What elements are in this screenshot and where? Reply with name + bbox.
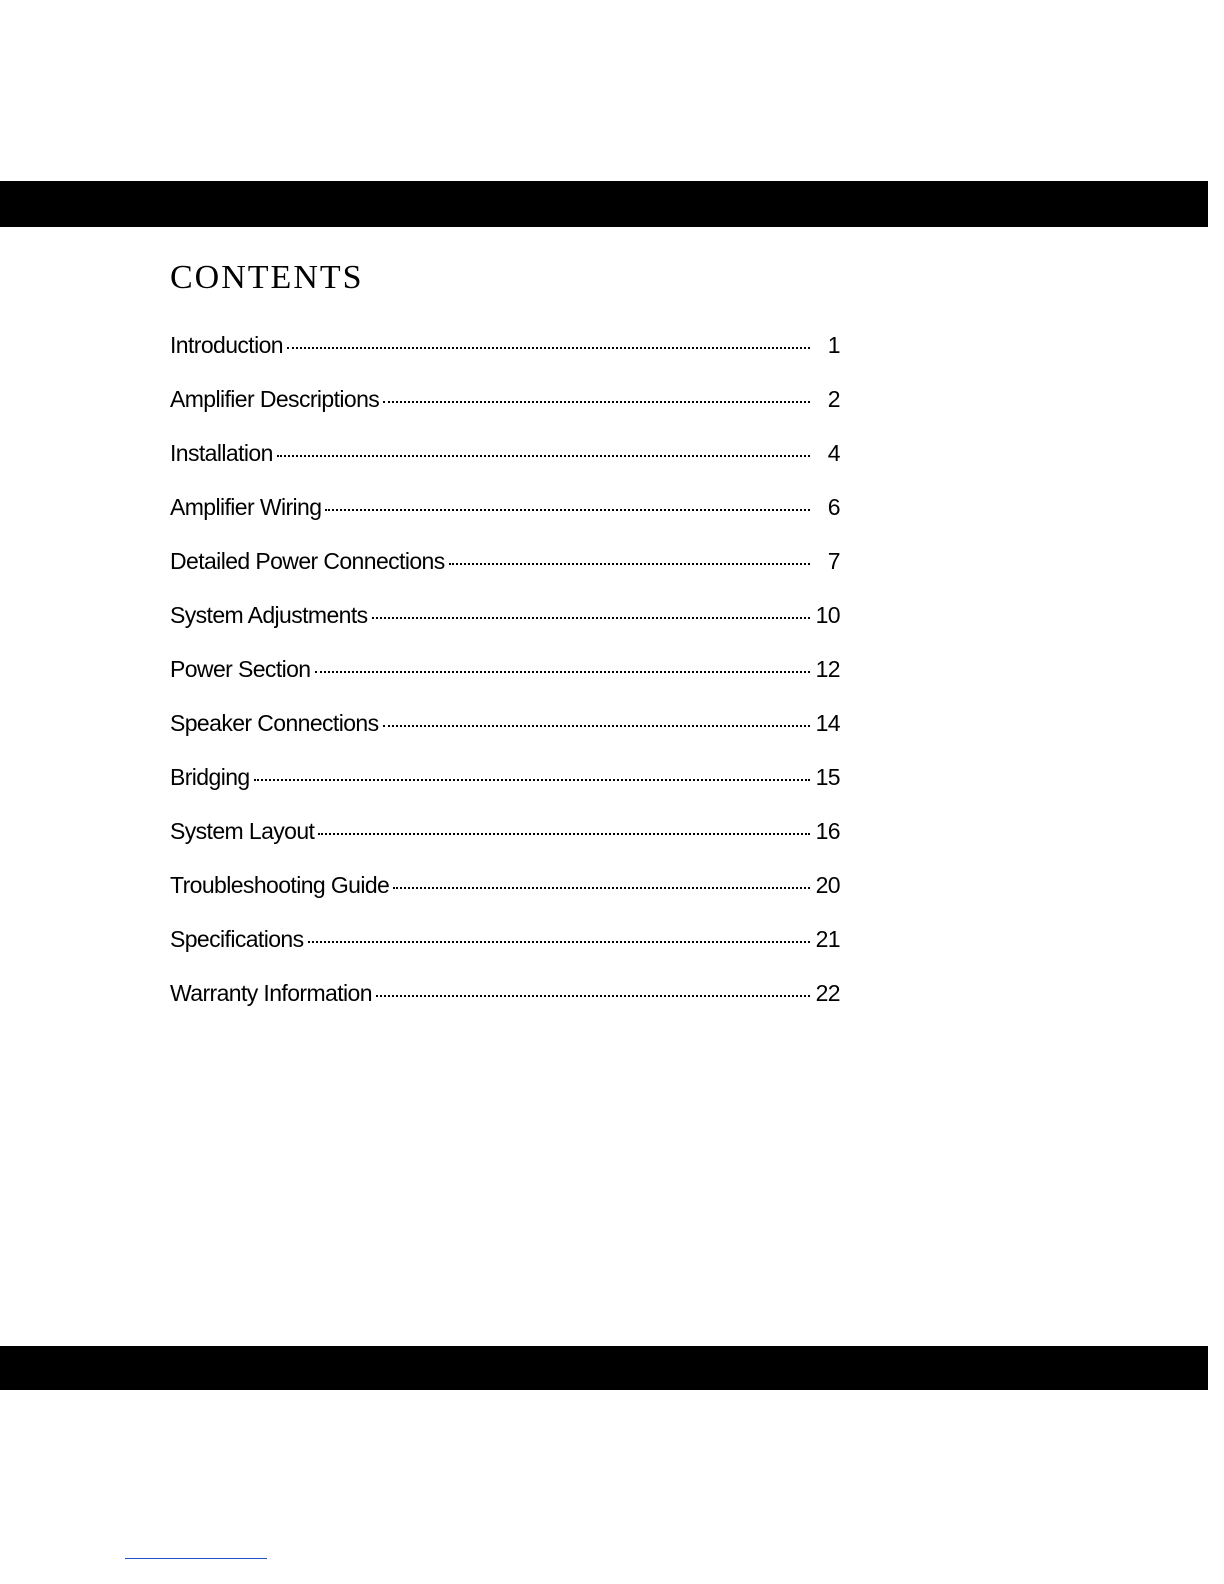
- page-title: CONTENTS: [170, 259, 364, 296]
- toc-entry-specifications[interactable]: [170, 919, 840, 973]
- toc-entry-bridging[interactable]: [170, 757, 840, 811]
- header-bar: [0, 181, 1208, 227]
- dot-leader: [383, 725, 810, 727]
- toc-page-number: 1: [827, 332, 840, 358]
- dot-leader: [287, 347, 810, 349]
- dot-leader: [277, 455, 810, 457]
- toc-page-number: 12: [815, 656, 840, 682]
- toc-entry-amplifier-wiring[interactable]: [170, 487, 840, 541]
- dot-leader: [315, 671, 810, 673]
- footer-rule: [125, 1558, 267, 1559]
- toc-entry-label: Speaker Connections: [170, 710, 379, 736]
- toc-page-number: 20: [815, 872, 840, 898]
- dot-leader: [393, 887, 809, 889]
- toc-page-number: 14: [815, 710, 840, 736]
- dot-leader: [449, 563, 810, 565]
- table-of-contents: [170, 325, 840, 1027]
- dot-leader: [325, 509, 810, 511]
- dot-leader: [383, 401, 810, 403]
- toc-page-number: 22: [815, 980, 840, 1006]
- toc-entry-warranty-information[interactable]: [170, 973, 840, 1027]
- toc-entry-installation[interactable]: [170, 433, 840, 487]
- toc-page-number: 16: [815, 818, 840, 844]
- toc-entry-label: Amplifier Wiring: [170, 494, 322, 520]
- toc-entry-troubleshooting-guide[interactable]: [170, 865, 840, 919]
- toc-entry-power-section[interactable]: [170, 649, 840, 703]
- dot-leader: [376, 995, 810, 997]
- toc-page-number: 21: [815, 926, 840, 952]
- toc-entry-label: Installation: [170, 440, 273, 466]
- toc-entry-label: Power Section: [170, 656, 311, 682]
- dot-leader: [308, 941, 810, 943]
- toc-entry-label: Bridging: [170, 764, 250, 790]
- toc-entry-label: Specifications: [170, 926, 304, 952]
- toc-page-number: 10: [815, 602, 840, 628]
- dot-leader: [372, 617, 810, 619]
- toc-entry-system-layout[interactable]: [170, 811, 840, 865]
- toc-entry-label: System Layout: [170, 818, 315, 844]
- toc-entry-system-adjustments[interactable]: [170, 595, 840, 649]
- dot-leader: [318, 833, 809, 835]
- toc-entry-label: Troubleshooting Guide: [170, 872, 390, 898]
- toc-entry-label: Introduction: [170, 332, 283, 358]
- toc-entry-introduction[interactable]: [170, 325, 840, 379]
- toc-page-number: 15: [815, 764, 840, 790]
- toc-entry-label: Warranty Information: [170, 980, 372, 1006]
- toc-page-number: 7: [827, 548, 840, 574]
- toc-entry-amplifier-descriptions[interactable]: [170, 379, 840, 433]
- footer-bar: [0, 1346, 1208, 1390]
- toc-entry-detailed-power-connections[interactable]: [170, 541, 840, 595]
- toc-entry-label: System Adjustments: [170, 602, 368, 628]
- toc-page-number: 6: [827, 494, 840, 520]
- toc-page-number: 2: [827, 386, 840, 412]
- toc-entry-speaker-connections[interactable]: [170, 703, 840, 757]
- toc-entry-label: Detailed Power Connections: [170, 548, 445, 574]
- toc-entry-label: Amplifier Descriptions: [170, 386, 380, 412]
- dot-leader: [254, 779, 810, 781]
- toc-page-number: 4: [827, 440, 840, 466]
